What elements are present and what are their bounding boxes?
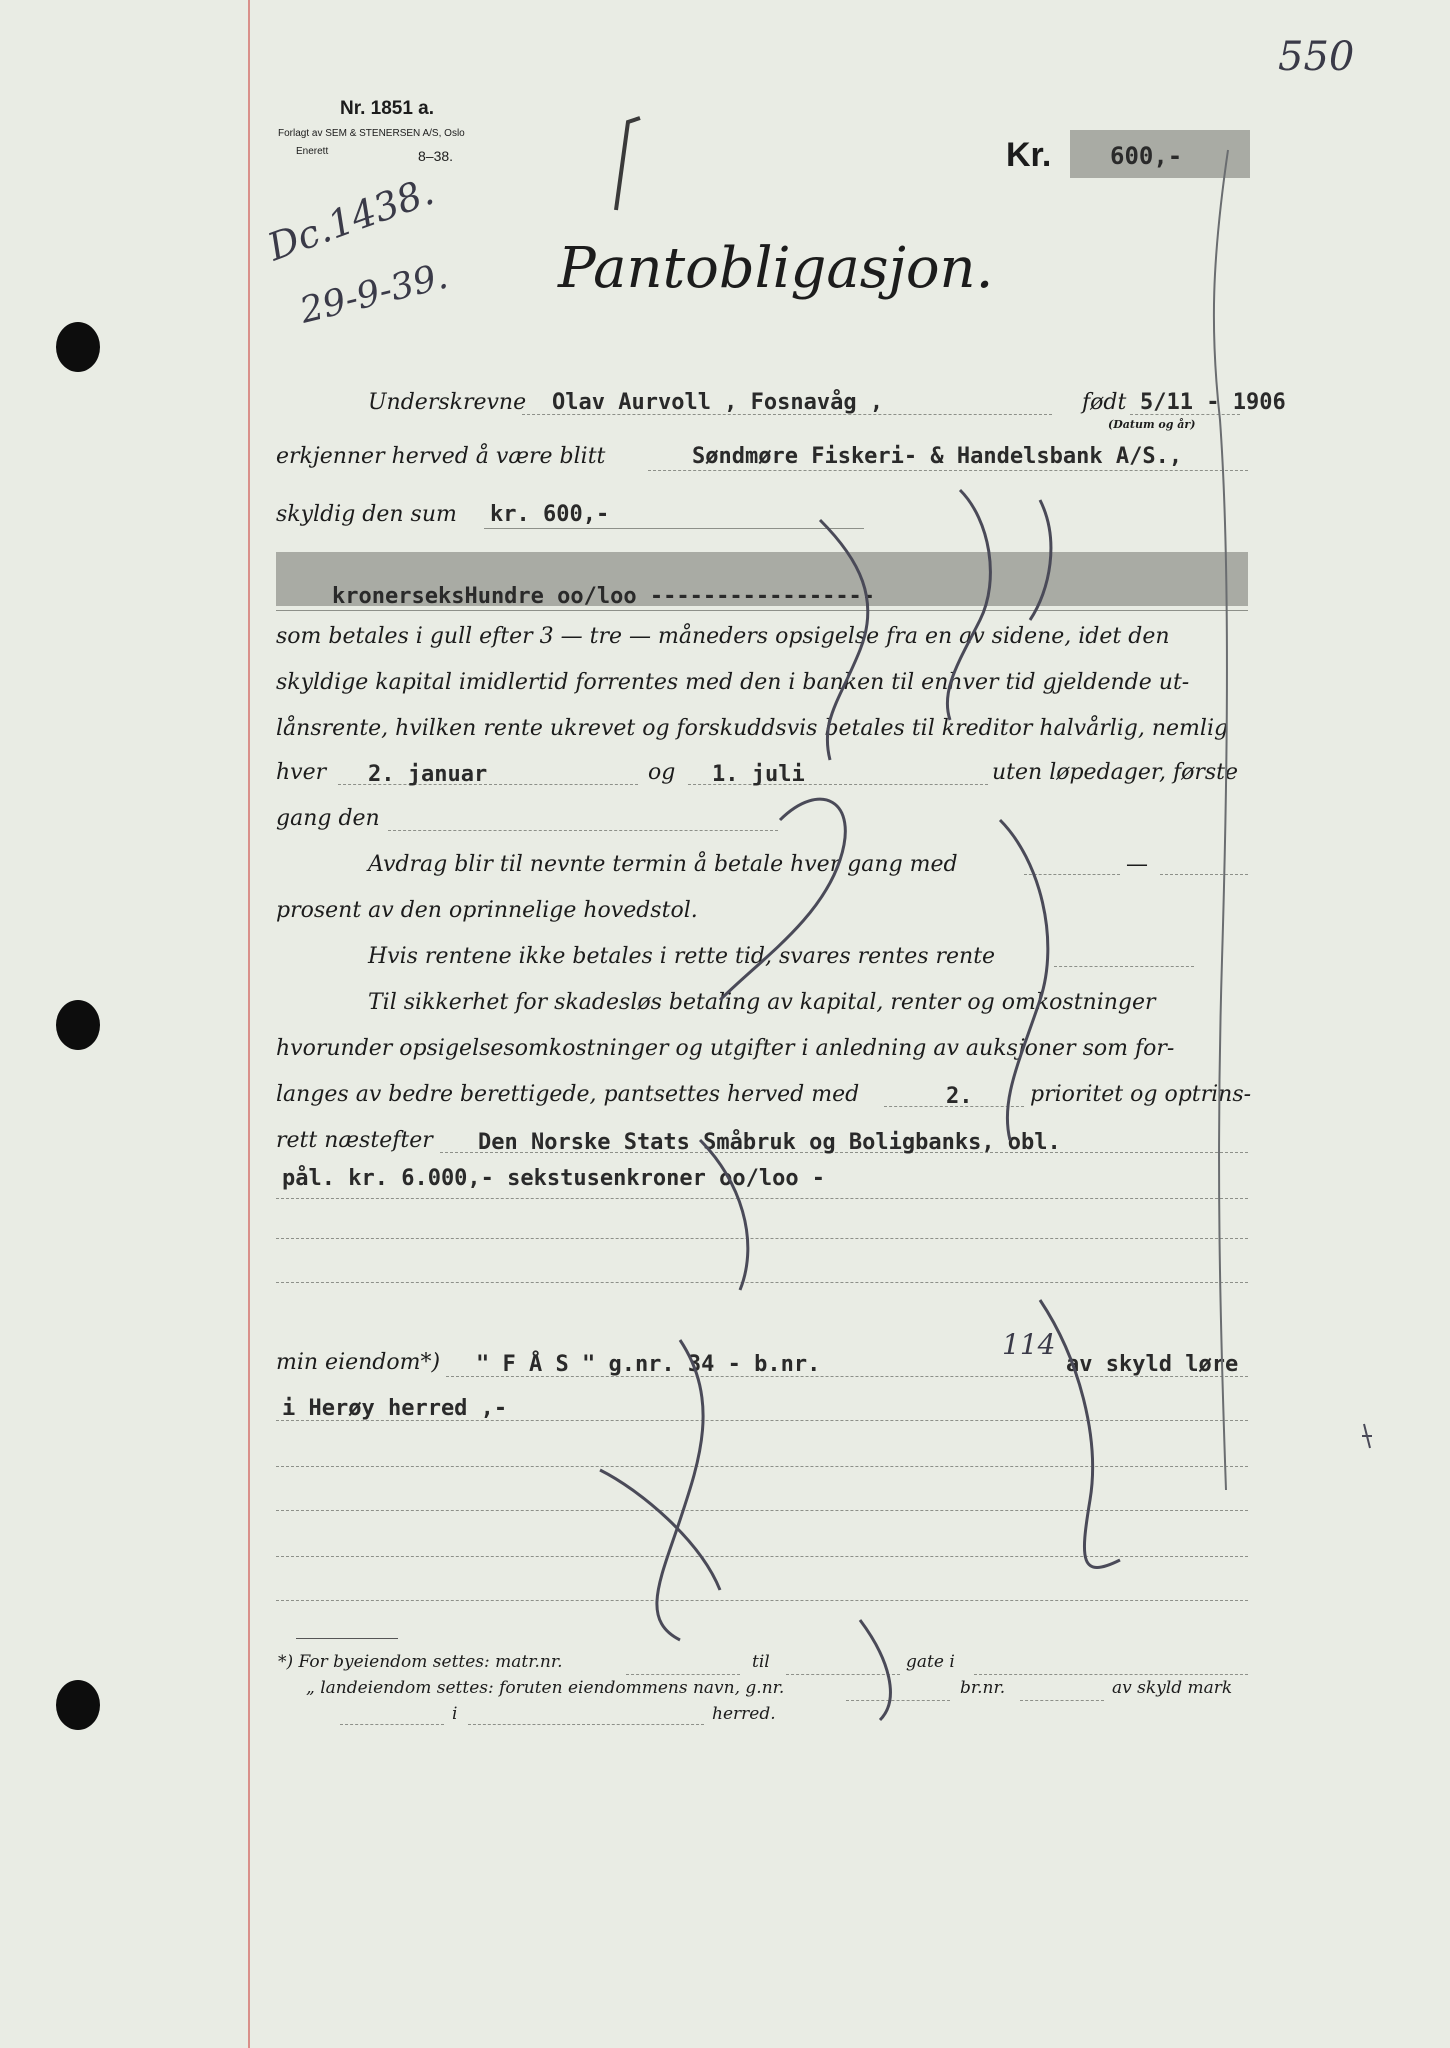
property-bnr: 114	[1002, 1328, 1056, 1361]
interest-date-2: 1. juli	[712, 762, 805, 787]
terms-line-2: skyldige kapital imidlertid forrentes med den i banken til enhver tid gjeldende ut-	[276, 670, 1190, 695]
property-municipality: i Herøy herred ,-	[282, 1396, 508, 1421]
uten-label: uten løpedager, første	[992, 760, 1239, 785]
prosent-text: prosent av den oprinnelige hovedstol.	[276, 898, 698, 923]
footnote-line3-a: i	[452, 1704, 458, 1724]
page-number: 550	[1278, 34, 1355, 80]
hver-label: hver	[276, 760, 327, 785]
footnote-line1-a: *) For byeiendom settes: matr.nr.	[278, 1652, 563, 1672]
avdrag-dash: —	[1126, 852, 1148, 877]
terms-line-1: som betales i gull efter 3 — tre — måneders opsigelse fra en av sidene, idet den	[276, 624, 1170, 649]
margin-note-date: 29-9-39.	[296, 255, 452, 332]
undersigned-label: Underskrevne	[368, 390, 527, 415]
property-id: " F Å S " g.nr. 34 - b.nr.	[476, 1352, 821, 1377]
amount-words: kronerseksHundre oo/loo -----------------	[332, 584, 876, 609]
prior-mortgage-amount: pål. kr. 6.000,- sekstusenkroner oo/loo -	[282, 1166, 826, 1191]
og-label: og	[648, 760, 676, 785]
eiendom-label: min eiendom*)	[276, 1350, 441, 1375]
rett-label: rett næstefter	[276, 1128, 433, 1153]
born-label: født	[1082, 390, 1127, 415]
footnote-line1-c: gate i	[906, 1652, 955, 1672]
terms-line-3: lånsrente, hvilken rente ukrevet og forskuddsvis betales til kreditor halvårlig, nemlig	[276, 716, 1229, 741]
prior-holder: Den Norske Stats Småbruk og Boligbanks, obl.	[478, 1130, 1061, 1155]
langes-text: langes av bedre berettigede, pantsettes herved med	[276, 1082, 860, 1107]
born-value: 5/11 - 1906	[1140, 390, 1286, 415]
acknowledge-label: erkjenner herved å være blitt	[276, 444, 606, 469]
footnote-line2-a: „ landeiendom settes: foruten eiendommens navn, g.nr.	[306, 1678, 785, 1698]
footnote-line3-b: herred.	[712, 1704, 776, 1724]
footnote-line2-b: br.nr.	[960, 1678, 1006, 1698]
hvis-text: Hvis rentene ikke betales i rette tid, svares rentes rente	[368, 944, 996, 969]
publisher-rights: Enerett	[296, 146, 329, 157]
interest-date-1: 2. januar	[368, 762, 488, 787]
publisher-date: 8–38.	[418, 148, 454, 164]
owes-value: kr. 600,-	[490, 502, 610, 527]
amount-value: 600,-	[1110, 142, 1183, 170]
footnote-line2-c: av skyld mark	[1112, 1678, 1233, 1698]
avdrag-text: Avdrag blir til nevnte termin å betale hver gang med	[368, 852, 958, 877]
publisher-line: Forlagt av SEM & STENERSEN A/S, Oslo	[278, 128, 465, 139]
form-number: Nr. 1851 a.	[340, 98, 435, 119]
priority-value: 2.	[946, 1084, 973, 1109]
creditor-name: Søndmøre Fiskeri- & Handelsbank A/S.,	[692, 444, 1183, 469]
gang-label: gang den	[276, 806, 380, 831]
til-text: Til sikkerhet for skadesløs betaling av kapital, renter og omkostninger	[368, 990, 1156, 1015]
prioritet-label: prioritet og optrins-	[1030, 1082, 1252, 1107]
hvorunder-text: hvorunder opsigelsesomkostninger og utgifter i anledning av auksjoner som for-	[276, 1036, 1175, 1061]
document-title: Pantobligasjon.	[558, 236, 994, 301]
footnote-line1-b: til	[752, 1652, 770, 1672]
skyld-label: av skyld løre	[1066, 1352, 1239, 1377]
amount-label: Kr.	[1006, 136, 1052, 174]
owes-label: skyldig den sum	[276, 502, 457, 527]
born-hint: (Datum og år)	[1108, 418, 1196, 431]
margin-note-reference: Dc.1438.	[262, 168, 440, 270]
debtor-name: Olav Aurvoll , Fosnavåg ,	[552, 390, 884, 415]
